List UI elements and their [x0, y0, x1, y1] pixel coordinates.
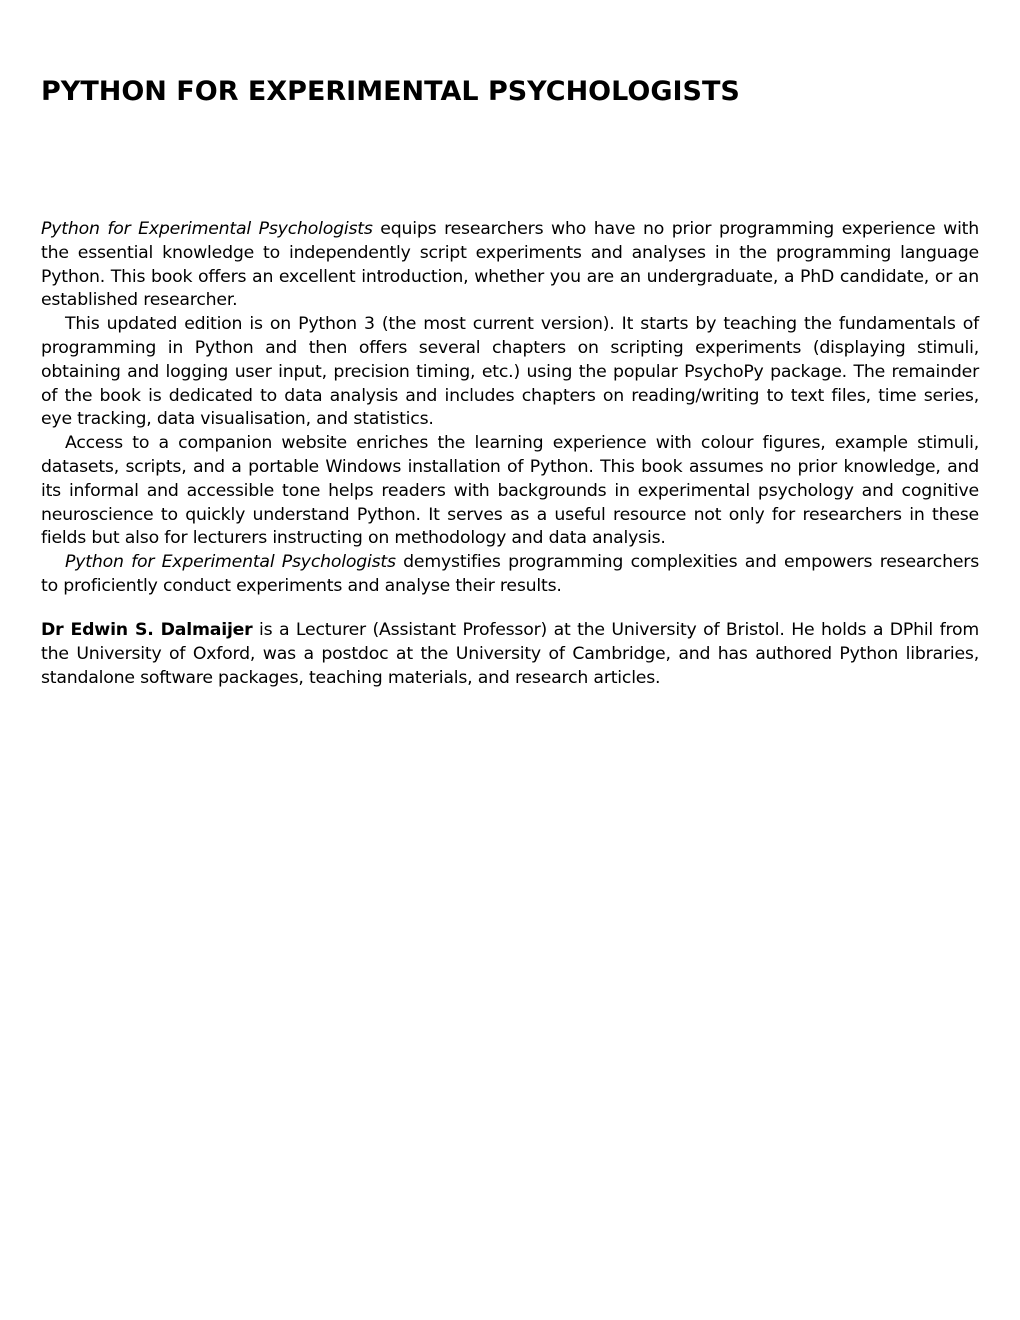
description-text: demystifies programming complexities and empowers researchers to proficiently conduct experiments and analyse their results. — [41, 552, 979, 596]
book-title-italic: Python for Experimental Psychologists — [41, 219, 373, 239]
author-bio-text: is a Lecturer (Assistant Professor) at the University of Bristol. He holds a DPhil from the University of Oxford, was a postdoc at the University of Cambridge, and has authored Python libraries, standalone software packages, teaching materials, and research articles. — [41, 620, 979, 688]
description-paragraph-3: Access to a companion website enriches the learning experience with colour figures, example stimuli, datasets, scripts, and a portable Windows installation of Python. This book assumes no prior knowledge, and its informal and accessible tone helps readers with backgrounds in experimental psychology and cognitive neuroscience to quickly understand Python. It serves as a useful resource not only for researchers in these fields but also for lecturers instructing on methodology and data analysis. — [41, 433, 979, 549]
description-text: equips researchers who have no prior programming experience with the essential knowledge to independently script experiments and analyses in the programming language Python. This book offers an excellent introduction, whether you are an undergraduate, a PhD candidate, or an established researcher. — [41, 219, 979, 311]
author-name: Dr Edwin S. Dalmaijer — [41, 620, 253, 640]
author-bio-paragraph — [41, 619, 979, 690]
description-paragraph-1 — [41, 218, 979, 313]
book-title-italic: Python for Experimental Psychologists — [65, 552, 396, 573]
book-title: PYTHON FOR EXPERIMENTAL PSYCHOLOGISTS — [41, 76, 740, 107]
description-paragraph-2: This updated edition is on Python 3 (the most current version). It starts by teaching the fundamentals of programming in Python and then offers several chapters on scripting experiments (displaying stimuli, obtaining and logging user input, precision timing, etc.) using the popular PsychoPy package. The remainder of the book is dedicated to data analysis and includes chapters on reading/writing to text files, time series, eye tracking, data visualisation, and statistics. — [41, 314, 979, 430]
description-paragraph-4 — [41, 551, 979, 599]
book-description — [41, 218, 979, 599]
author-bio — [41, 619, 979, 690]
